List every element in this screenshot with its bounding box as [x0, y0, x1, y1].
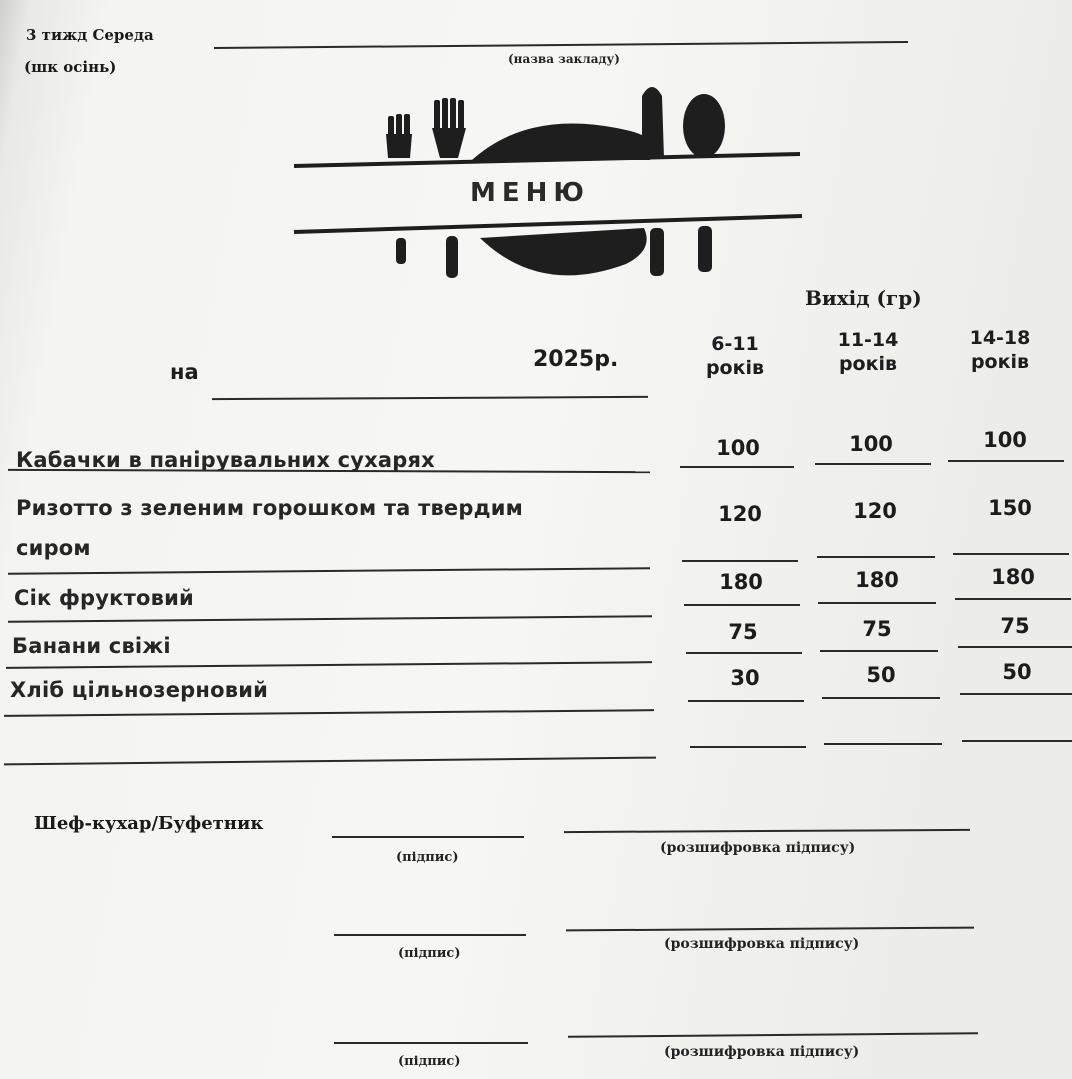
- row-3-value-line-1: [684, 604, 800, 606]
- date-prefix: на: [170, 360, 199, 384]
- row-5-value-14-18: 50: [1002, 660, 1032, 684]
- establishment-caption: (назва закладу): [508, 52, 620, 66]
- chef-role-label: Шеф-кухар/Буфетник: [34, 813, 264, 834]
- row-3-line: [8, 615, 652, 623]
- row-5-value-line-3: [960, 693, 1072, 695]
- row-3-value-14-18: 180: [991, 565, 1035, 589]
- row-5-value-line-2: [822, 697, 940, 699]
- column-header-6-11: 6-11 років: [705, 333, 765, 379]
- output-label: Вихід (гр): [805, 286, 922, 310]
- row-2-value-6-11: 120: [718, 502, 762, 526]
- column-header-11-14: 11-14 років: [837, 329, 899, 375]
- row-6-value-line-3: [962, 740, 1072, 742]
- row-1-value-6-11: 100: [716, 436, 760, 460]
- column-header-14-18: 14-18 років: [969, 327, 1031, 373]
- decoding-caption-1: (розшифровка підпису): [660, 840, 856, 856]
- row-5-value-11-14: 50: [866, 663, 896, 687]
- row-1-line: [8, 469, 650, 473]
- row-3-value-line-3: [955, 598, 1071, 600]
- establishment-name-line: [214, 41, 908, 49]
- row-4-value-11-14: 75: [862, 617, 892, 641]
- dish-name-row-4: Банани свіжі: [12, 634, 171, 658]
- row-4-value-6-11: 75: [728, 620, 758, 644]
- row-1-value-14-18: 100: [983, 428, 1027, 452]
- decoding-caption-2: (розшифровка підпису): [664, 936, 860, 952]
- dish-name-row-2-line-1: Ризотто з зеленим горошком та твердим: [16, 496, 524, 520]
- decoding-caption-3: (розшифровка підпису): [664, 1044, 860, 1060]
- signature-caption-1: (підпис): [396, 850, 459, 865]
- date-line: [212, 396, 648, 400]
- row-3-value-6-11: 180: [719, 570, 763, 594]
- row-6-value-line-2: [824, 743, 942, 745]
- decoding-line-1: [564, 829, 970, 833]
- row-2-line: [8, 567, 650, 575]
- row-4-value-line-3: [958, 646, 1072, 648]
- dish-name-row-5: Хліб цільнозерновий: [10, 678, 269, 702]
- signature-line-2: [334, 934, 526, 936]
- row-4-line: [6, 661, 652, 669]
- row-2-value-line-3: [953, 553, 1069, 555]
- signature-caption-2: (підпис): [398, 946, 461, 961]
- row-2-value-14-18: 150: [988, 496, 1032, 520]
- signature-line-1: [332, 836, 524, 838]
- row-2-value-line-1: [682, 560, 798, 562]
- row-6-line: [4, 757, 656, 766]
- row-4-value-line-2: [820, 650, 938, 652]
- row-4-value-line-1: [686, 652, 802, 654]
- week-day-label: 3 тижд Середа: [26, 26, 154, 44]
- row-5-value-6-11: 30: [730, 666, 760, 690]
- row-5-value-line-1: [688, 700, 804, 702]
- decoding-line-3: [568, 1032, 978, 1038]
- row-5-line: [4, 709, 654, 717]
- row-3-value-line-2: [818, 602, 936, 604]
- row-4-value-14-18: 75: [1000, 614, 1030, 638]
- row-1-value-11-14: 100: [849, 432, 893, 456]
- row-1-value-line-3: [948, 460, 1064, 462]
- dish-name-row-2-line-2: сиром: [16, 536, 91, 560]
- dish-name-row-3: Сік фруктовий: [14, 586, 194, 610]
- row-2-value-line-2: [817, 556, 935, 558]
- signature-line-3: [334, 1042, 528, 1044]
- row-6-value-line-1: [690, 746, 806, 748]
- dish-name-row-1: Кабачки в панірувальних сухарях: [16, 448, 435, 472]
- row-1-value-line-2: [815, 463, 931, 465]
- row-1-value-line-1: [680, 466, 794, 468]
- decoding-line-2: [566, 927, 974, 932]
- season-label: (шк осінь): [24, 58, 117, 76]
- row-2-value-11-14: 120: [853, 499, 897, 523]
- signature-caption-3: (підпис): [398, 1054, 461, 1069]
- menu-title: МЕНЮ: [470, 178, 590, 208]
- row-3-value-11-14: 180: [855, 568, 899, 592]
- year-label: 2025р.: [533, 347, 619, 372]
